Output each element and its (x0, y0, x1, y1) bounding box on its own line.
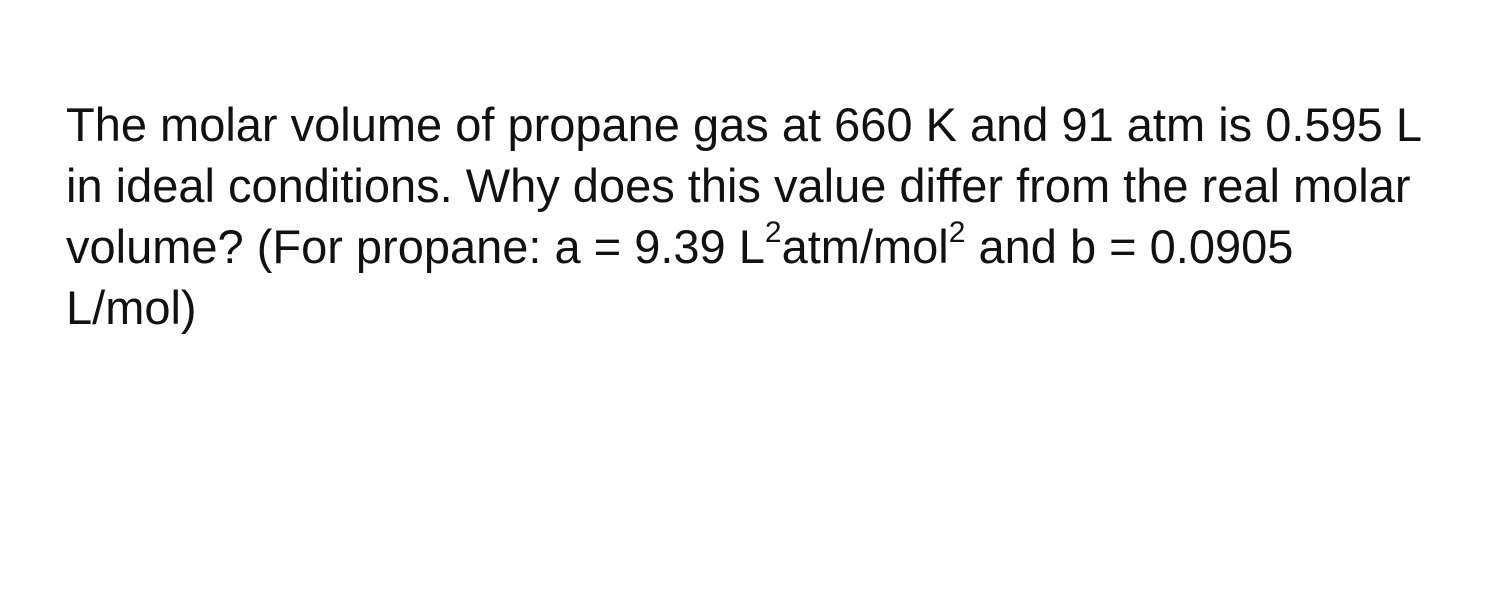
superscript-l-squared: 2 (764, 216, 782, 250)
question-text-part-1: The molar volume of propane gas at 660 K and 91 atm is 0.595 L in ideal conditions. Why does this value differ from the real molar volume? (For propane: a = 9.39 L (66, 98, 1421, 273)
question-text-part-2: atm/mol (781, 220, 949, 273)
question-text (66, 94, 1436, 338)
question-text-part-3: and b = 0.0905 L/mol) (66, 220, 1294, 334)
superscript-mol-squared: 2 (948, 216, 966, 250)
